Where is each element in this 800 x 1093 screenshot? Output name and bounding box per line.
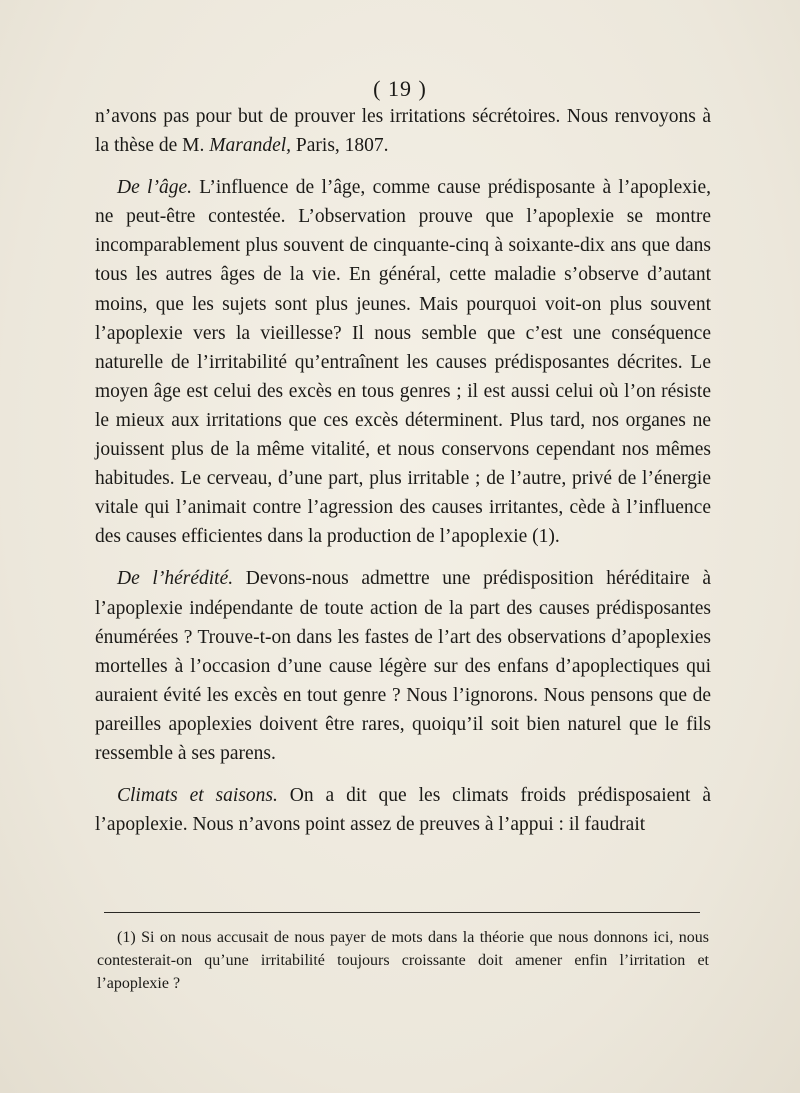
- body-text: [95, 102, 711, 839]
- paragraph-continuation-end: Paris, 1807.: [291, 135, 389, 157]
- footnote-text: (1) Si on nous accusait de nous payer de mots dans la théorie que nous donnons ici, nous contesterait-on qu’une irritabilité toujours croissante doit amener enfin l’irritation et l’apoplexie ?: [97, 929, 709, 992]
- section-heading-heredity: De l’hérédité.: [117, 568, 234, 590]
- paragraph-climates-text: On a dit que les climats froids prédisposaient à l’apoplexie. Nous n’avons point assez de preuves à l’appui : il faudrait: [95, 785, 712, 836]
- paragraph-continuation-text: n’avons pas pour but de prouver les irritations sécrétoires. Nous renvoyons à la thèse de M.: [95, 106, 711, 157]
- section-heading-climates: Climats et saisons.: [117, 785, 278, 807]
- paragraph-heredity: [95, 564, 711, 768]
- paragraph-heredity-text: Devons-nous admettre une prédisposition héréditaire à l’apoplexie indépendante de toute action de la part des causes prédisposantes énumérées ? Trouve-t-on dans les fastes de l’art des observations d’apoplexies mortelles à l’occasion d’une cause légère sur des enfans d’apoplectiques qui auraient évité les excès en tout genre ? Nous l’ignorons. Nous pensons que de pareilles apoplexies doivent être rares, quoiqu’il soit bien naturel que le fils ressemble à ses parens.: [95, 568, 711, 764]
- author-name: Marandel,: [209, 135, 292, 157]
- footnote: [97, 926, 709, 995]
- paragraph-climates: [95, 781, 711, 839]
- paragraph-age-text: L’influence de l’âge, comme cause prédisposante à l’apoplexie, ne peut-être contestée. L’observation prouve que l’apoplexie se montre incomparablement plus souvent de cinquante-cinq à soixante-dix ans que dans tous les autres âges de la vie. En général, cette maladie s’observe d’autant moins, que les sujets sont plus jeunes. Mais pourquoi voit-on plus souvent l’apoplexie vers la vieillesse? Il nous semble que c’est une conséquence naturelle de l’irritabilité qu’entraînent les causes prédisposantes décrites. Le moyen âge est celui des excès en tous genres ; il est aussi celui où l’on résiste le mieux aux irritations que ces excès déterminent. Plus tard, nos organes ne jouissent plus de la même vitalité, et nous conservons cependant nos mêmes habitudes. Le cerveau, d’une part, plus irritable ; de l’autre, privé de l’énergie vitale qui l’animait contre l’agression des causes irritantes, cède à l’influence des causes efficientes dans la production de l’apoplexie (1).: [95, 177, 711, 548]
- paragraph-continuation: [95, 102, 711, 160]
- page-number: ( 19 ): [373, 76, 427, 101]
- section-heading-age: De l’âge.: [117, 177, 192, 199]
- footnote-divider: [104, 912, 700, 913]
- paragraph-age: [95, 173, 711, 551]
